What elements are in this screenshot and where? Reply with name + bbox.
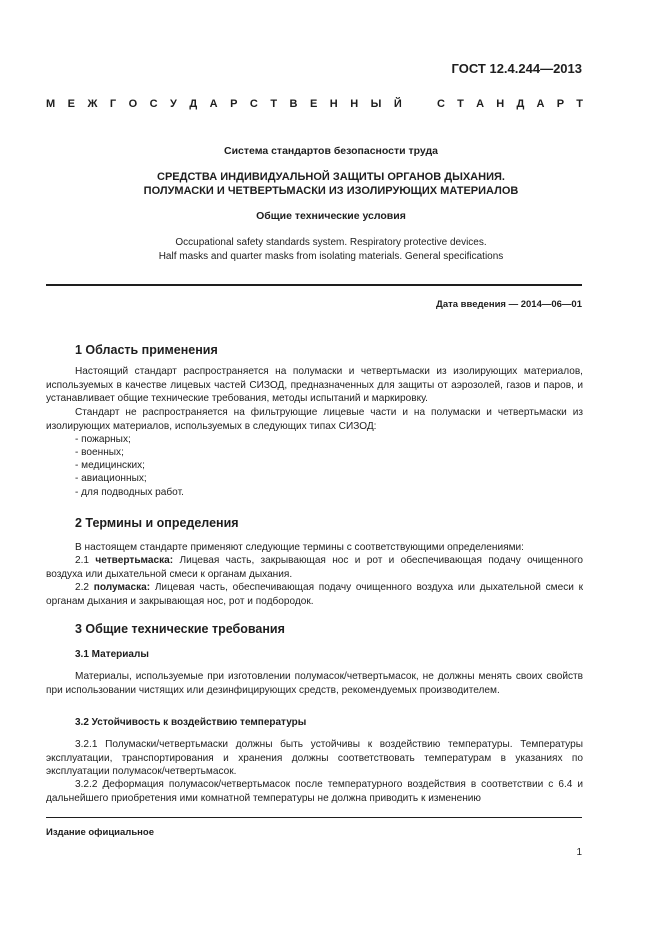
banner-letter: Й xyxy=(393,98,402,110)
banner-letter: М xyxy=(46,98,56,110)
title-line-1: СРЕДСТВА ИНДИВИДУАЛЬНОЙ ЗАЩИТЫ ОРГАНОВ ДЫХАНИЯ. xyxy=(157,171,505,183)
banner-letter: А xyxy=(476,98,485,110)
paragraph-3-2-2: 3.2.2 Деформация полумасок/четвертьмасок после температурного воздействия в соответствии с 6.4 и дальнейшего приобретения ими комнатной температуры не должна приводить к изменению xyxy=(46,779,583,804)
term-name: четвертьмаска: xyxy=(95,555,174,566)
section-3-heading: 3 Общие технические требования xyxy=(75,622,285,636)
banner-letter: Т xyxy=(457,98,464,110)
english-title xyxy=(46,236,616,264)
banner-letter: Е xyxy=(67,98,75,110)
banner-letter: С xyxy=(249,98,258,110)
section-1-para-1: Настоящий стандарт распространяется на полумаски и четвертьмаски из изолирующих материалов, используемых в качестве лицевых частей СИЗОД, предназначенных для защиты от аэрозолей, газов и паров, и устанавливает общие технические требования, методы испытаний и маркировку. xyxy=(46,366,583,404)
standards-system: Система стандартов безопасности труда xyxy=(223,145,439,157)
banner-letter: Р xyxy=(556,98,565,110)
term-quarter-mask: 2.1 четвертьмаска: Лицевая часть, закрывающая нос и рот и обеспечивающая подачу очищенного воздуха или дыхательной смеси к органам дыхания. xyxy=(46,555,584,580)
banner-letter: Д xyxy=(189,98,198,110)
banner-letter: А xyxy=(209,98,218,110)
subsection-3-1-heading: 3.1 Материалы xyxy=(75,649,149,660)
banner-letter: А xyxy=(536,98,545,110)
subsection-3-1-text: Материалы, используемые при изготовлении полумасок/четвертьмасок, не должны менять своих свойств при использовании чистящих или дезинфицирующих средств, рекомендуемых производителем. xyxy=(46,671,583,696)
banner-letter: Т xyxy=(270,98,278,110)
document-title xyxy=(46,170,616,198)
term-name: полумаска: xyxy=(93,582,151,593)
banner-word-1 xyxy=(46,98,402,110)
section-1-heading: 1 Область применения xyxy=(75,343,218,357)
official-edition: Издание официальное xyxy=(46,827,154,838)
title-line-2: ПОЛУМАСКИ И ЧЕТВЕРТЬМАСКИ ИЗ ИЗОЛИРУЮЩИХ МАТЕРИАЛОВ xyxy=(143,185,519,197)
interstate-standard-banner xyxy=(46,98,583,110)
banner-letter: С xyxy=(149,98,158,110)
list-item: - для подводных работ. xyxy=(75,487,184,498)
banner-letter: Н xyxy=(350,98,359,110)
document-subtitle: Общие технические условия xyxy=(256,210,406,222)
gost-number: ГОСТ 12.4.244—2013 xyxy=(451,61,582,76)
banner-word-2 xyxy=(437,98,583,110)
banner-letter: Н xyxy=(496,98,505,110)
list-item: - пожарных; xyxy=(75,434,131,445)
banner-letter: Е xyxy=(309,98,318,110)
banner-letter: Ж xyxy=(87,98,98,110)
banner-letter: Д xyxy=(516,98,525,110)
english-title-line-1: Occupational safety standards system. Respiratory protective devices. xyxy=(175,237,487,248)
english-title-line-2: Half masks and quarter masks from isolating materials. General specifications xyxy=(158,251,504,262)
section-2-heading: 2 Термины и определения xyxy=(75,516,239,530)
term-half-mask: 2.2 полумаска: Лицевая часть, обеспечивающая подачу очищенного воздуха или дыхательной смеси к органам дыхания и закрывающая нос, рот и подбородок. xyxy=(46,582,584,607)
banner-letter: С xyxy=(437,98,445,110)
list-item: - медицинских; xyxy=(75,460,145,471)
banner-letter: Г xyxy=(109,98,117,110)
banner-letter: В xyxy=(289,98,298,110)
banner-letter: Т xyxy=(576,98,583,110)
intro-date: Дата введения — 2014—06—01 xyxy=(436,299,582,310)
section-2-intro: В настоящем стандарте применяют следующие термины с соответствующими определениями: xyxy=(75,542,524,553)
banner-letter: У xyxy=(170,98,177,110)
footer-divider xyxy=(46,817,582,818)
title-divider xyxy=(46,284,582,286)
paragraph-3-2-1: 3.2.1 Полумаски/четвертьмаски должны быть устойчивы к воздействию температуры. Температуры эксплуатации, транспортирования и хранения должны соответствовать температурам в указаниях по эксплуатации полумасок/четвертьмасок. xyxy=(46,739,583,777)
section-1-para-2: Стандарт не распространяется на фильтрующие лицевые части и на полумаски и четвертьмаски из изолирующих материалов, используемых в следующих типах СИЗОД: xyxy=(46,407,583,432)
banner-letter: О xyxy=(128,98,138,110)
list-item: - авиационных; xyxy=(75,473,147,484)
banner-letter: Р xyxy=(230,98,238,110)
banner-letter: Ы xyxy=(370,98,382,110)
list-item: - военных; xyxy=(75,447,124,458)
page-number: 1 xyxy=(576,847,582,858)
subsection-3-2-heading: 3.2 Устойчивость к воздействию температуры xyxy=(75,717,307,728)
banner-letter: Н xyxy=(329,98,338,110)
